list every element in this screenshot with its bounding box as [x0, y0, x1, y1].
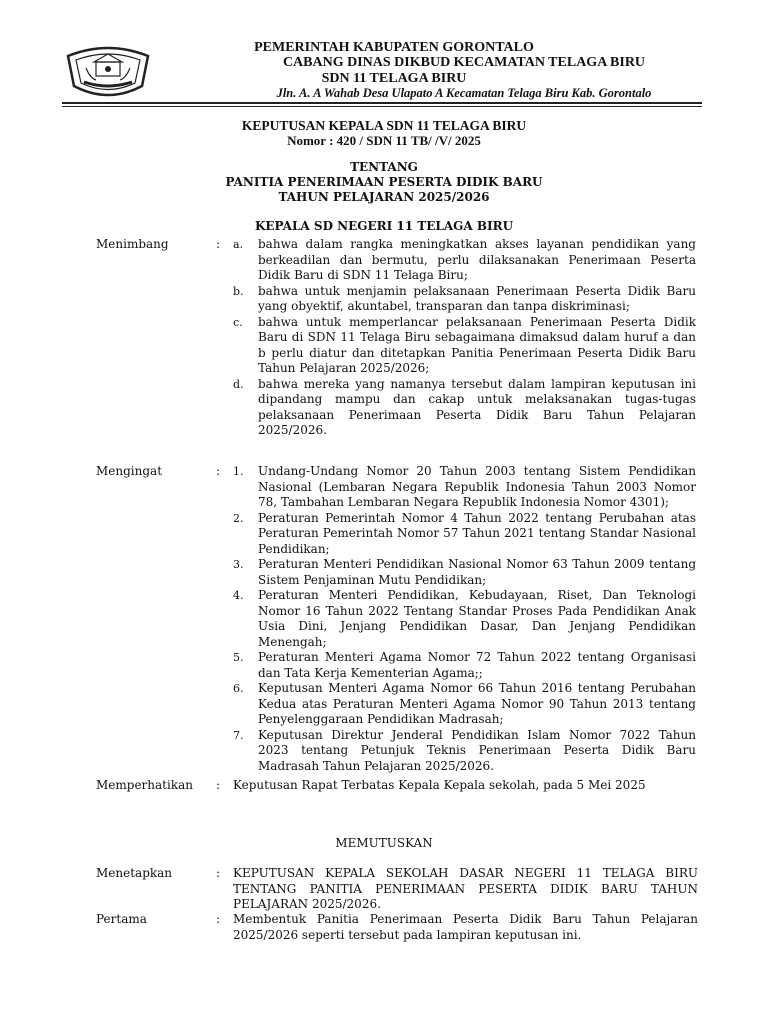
pertama-label: Pertama [96, 912, 147, 926]
item-text: bahwa mereka yang namanya tersebut dalam lampiran keputusan ini dipandang mampu dan cakap untuk melaksanakan tugas-tugas pelaksanaan Penerimaan Peserta Didik Baru Tahun Pelajaran 2025/2026. [258, 376, 696, 437]
mengingat-colon: : [216, 464, 221, 478]
decree-tentang: TENTANG [350, 160, 418, 174]
item-text: Peraturan Pemerintah Nomor 4 Tahun 2022 tentang Perubahan atas Peraturan Pemerintah Nomor 57 Tahun 2021 tentang Standar Nasional Pendidikan; [258, 510, 696, 556]
memperhatikan-label: Memperhatikan [96, 778, 193, 792]
list-item [233, 377, 696, 439]
memutuskan-heading: MEMUTUSKAN [335, 836, 433, 850]
memperhatikan-colon: : [216, 778, 221, 792]
menetapkan-label: Menetapkan [96, 866, 173, 880]
item-marker: 5. [233, 651, 244, 664]
item-marker: a. [233, 238, 244, 251]
menimbang-list [233, 237, 696, 439]
menetapkan-text: KEPUTUSAN KEPALA SEKOLAH DASAR NEGERI 11 TELAGA BIRU TENTANG PANITIA PENERIMAAN PESERTA DIDIK BARU TAHUN PELAJARAN 2025/2026. [233, 866, 698, 911]
letterhead [0, 0, 768, 108]
letterhead-divider-thick [62, 102, 702, 104]
pertama-colon: : [216, 912, 221, 926]
decree-year: TAHUN PELAJARAN 2025/2026 [278, 190, 490, 204]
list-item [233, 511, 696, 558]
item-text: Peraturan Menteri Pendidikan, Kebudayaan, Riset, Dan Teknologi Nomor 16 Tahun 2022 Tentang Standar Proses Pada Pendidikan Anak Usia Dini, Jenjang Pendidikan Dasar, Dan Jenjang Pendidikan Menengah; [258, 588, 696, 649]
list-item [233, 464, 696, 511]
decree-number: Nomor : 420 / SDN 11 TB/ /V/ 2025 [287, 133, 481, 148]
decree-subject: PANITIA PENERIMAAN PESERTA DIDIK BARU [225, 175, 543, 189]
list-item [233, 650, 696, 681]
decree-title: KEPUTUSAN KEPALA SDN 11 TELAGA BIRU [241, 118, 527, 133]
mengingat-label: Mengingat [96, 464, 163, 478]
item-marker: d. [233, 377, 244, 391]
menimbang-colon: : [216, 237, 221, 251]
menimbang-label: Menimbang [96, 237, 169, 251]
item-marker: 7. [233, 728, 244, 742]
list-item [233, 557, 696, 588]
item-marker: 2. [233, 511, 244, 525]
item-text: Undang-Undang Nomor 20 Tahun 2003 tentang Sistem Pendidikan Nasional (Lembaran Negara Republik Indonesia Tahun 2003 Nomor 78, Tambahan Lembaran Negara Republik Indonesia Nomor 4301); [258, 464, 696, 509]
item-text: bahwa untuk menjamin pelaksanaan Penerimaan Peserta Didik Baru yang obyektif, akuntabel, transparan dan tanpa diskriminasi; [258, 283, 696, 313]
list-item [233, 237, 696, 284]
item-text: bahwa dalam rangka meningkatkan akses layanan pendidikan yang berkeadilan dan bermutu, perlu dilaksanakan Penerimaan Peserta Didik Baru di SDN 11 Telaga Biru; [258, 237, 696, 282]
item-marker: b. [233, 284, 244, 298]
mengingat-list [233, 464, 696, 774]
item-text: Peraturan Menteri Pendidikan Nasional Nomor 63 Tahun 2009 tentang Sistem Penjaminan Mutu Pendidikan; [258, 557, 696, 587]
memperhatikan-text: Keputusan Rapat Terbatas Kepala Kepala sekolah, pada 5 Mei 2025 [233, 778, 646, 792]
item-marker: 1. [233, 465, 244, 478]
list-item [233, 681, 696, 728]
school-address: Jln. A. A Wahab Desa Ulapato A Kecamatan Telaga Biru Kab. Gorontalo [276, 86, 652, 100]
list-item [233, 728, 696, 775]
school-name: SDN 11 TELAGA BIRU [321, 71, 467, 86]
item-marker: c. [233, 315, 243, 329]
pertama-text: Membentuk Panitia Penerimaan Peserta Didik Baru Tahun Pelajaran 2025/2026 seperti tersebut pada lampiran keputusan ini. [233, 912, 698, 942]
list-item [233, 315, 696, 377]
government-name: PEMERINTAH KABUPATEN GORONTALO [254, 40, 534, 55]
item-text: Peraturan Menteri Agama Nomor 72 Tahun 2022 tentang Organisasi dan Tata Kerja Kementerian Agama;; [258, 650, 696, 680]
item-text: Keputusan Menteri Agama Nomor 66 Tahun 2016 tentang Perubahan Kedua atas Peraturan Menteri Agama Nomor 90 Tahun 2013 tentang Penyelenggaraan Pendidikan Madrasah; [258, 681, 696, 726]
letterhead-divider-thin [62, 106, 702, 107]
menetapkan-colon: : [216, 866, 221, 880]
item-text: Keputusan Direktur Jenderal Pendidikan Islam Nomor 7022 Tahun 2023 tentang Petunjuk Teknis Penerimaan Peserta Didik Baru Madrasah Tahun Pelajaran 2025/2026. [258, 727, 696, 773]
decree-issuer: KEPALA SD NEGERI 11 TELAGA BIRU [254, 219, 514, 233]
department-name: CABANG DINAS DIKBUD KECAMATAN TELAGA BIRU [282, 55, 646, 70]
item-marker: 4. [233, 589, 244, 602]
list-item [233, 284, 696, 315]
item-marker: 6. [233, 682, 244, 695]
item-marker: 3. [233, 558, 244, 571]
item-text: bahwa untuk memperlancar pelaksanaan Penerimaan Peserta Didik Baru di SDN 11 Telaga Biru sebagaimana dimaksud dalam huruf a dan b perlu diatur dan ditetapkan Panitia Penerimaan Peserta Didik Baru Tahun Pelajaran 2025/2026; [258, 314, 696, 375]
list-item [233, 588, 696, 650]
